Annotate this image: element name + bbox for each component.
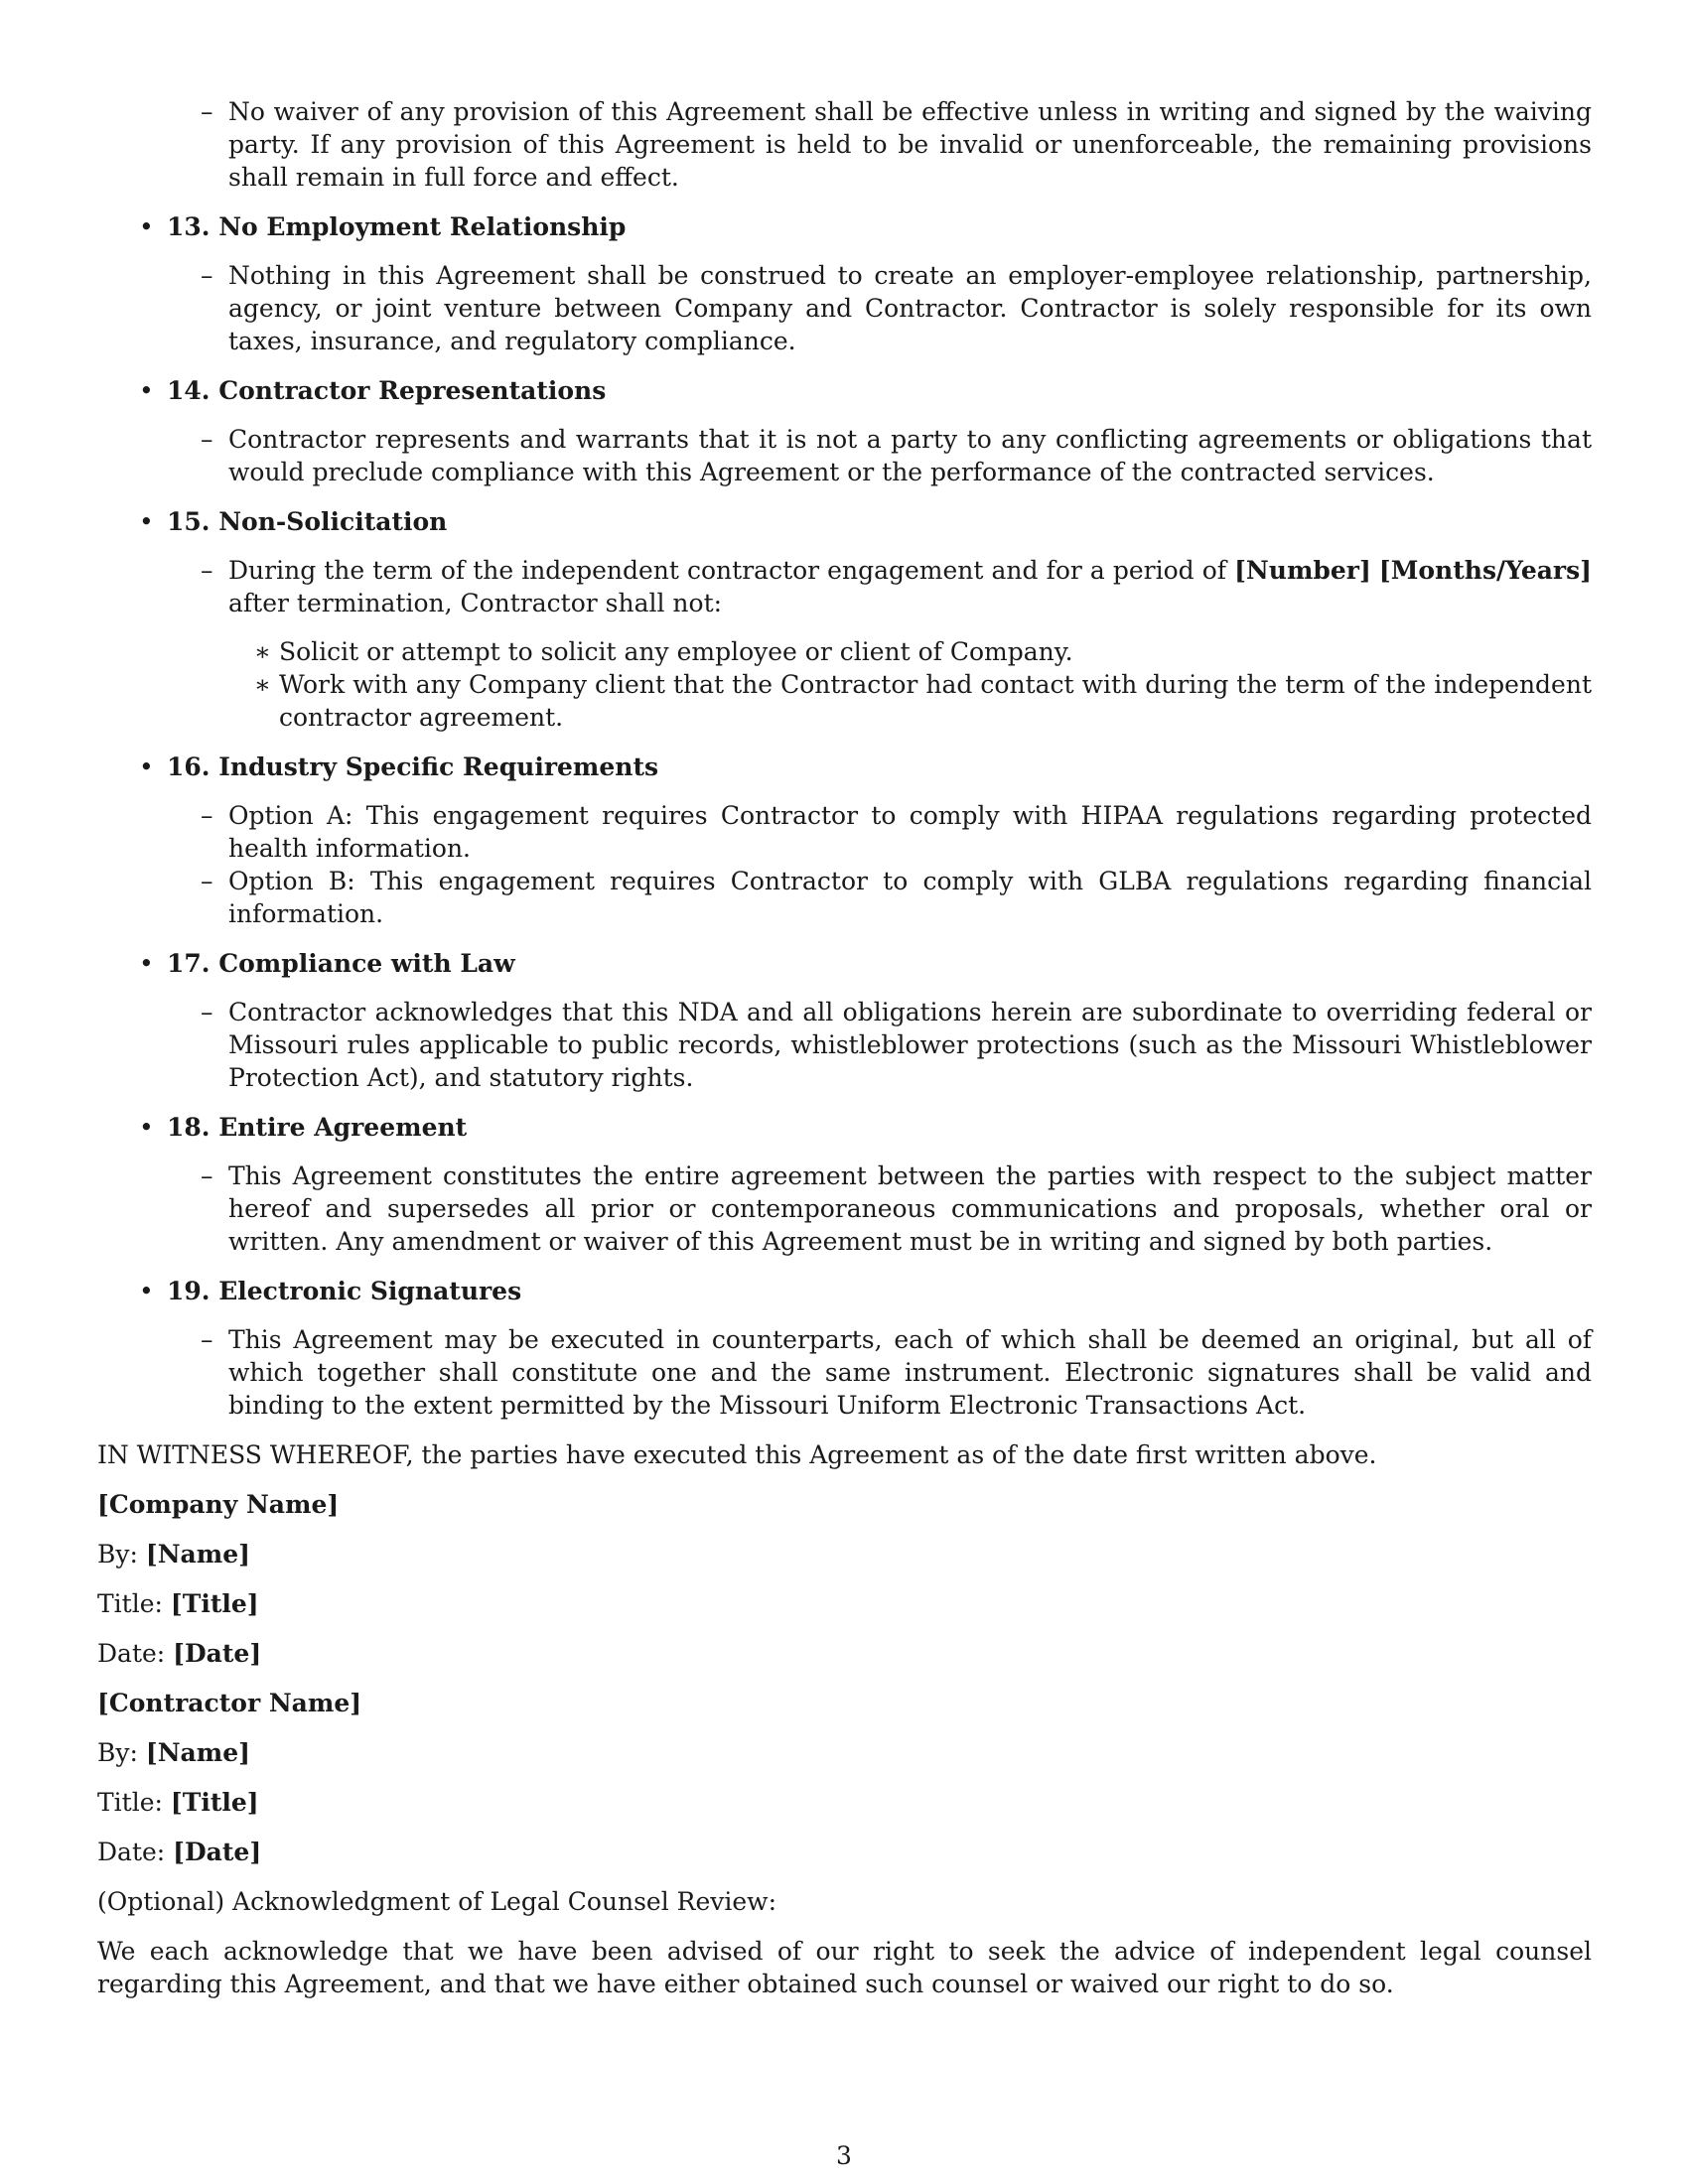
witness-statement: IN WITNESS WHEREOF, the parties have executed this Agreement as of the date first written above. xyxy=(97,1440,1377,1469)
company-name: [Company Name] xyxy=(97,1490,340,1519)
date-label: Date: xyxy=(97,1639,174,1668)
placeholder-months-years: [Months/Years] xyxy=(1378,556,1593,585)
section-14-item: – Contractor represents and warrants that it is not a party to any conflicting agreements or obligations that would preclude compliance with this Agreement or the performance of the contracted services. xyxy=(97,423,1592,488)
contractor-signer-name: [Name] xyxy=(145,1738,250,1767)
by-label: By: xyxy=(97,1540,146,1569)
section-17-item: – Contractor acknowledges that this NDA and all obligations herein are subordinate to overriding federal or Missouri rules applicable to public records, whistleblower protections (such as the Missouri Whistleblower Protection Act), and statutory rights. xyxy=(97,996,1592,1094)
section-16-option-b: – Option B: This engagement requires Contractor to comply with GLBA regulations regarding financial information. xyxy=(97,865,1592,930)
section-19-item: – This Agreement may be executed in counterparts, each of which shall be deemed an original, but all of which together shall constitute one and the same instrument. Electronic signatures shall be valid and binding to the extent permitted by the Missouri Uniform Electronic Transactions Act. xyxy=(97,1323,1592,1422)
title-label: Title: xyxy=(97,1589,171,1618)
section-15-subitem: ∗ Solicit or attempt to solicit any employee or client of Company. xyxy=(97,635,1592,668)
contractor-sign-date: [Date] xyxy=(173,1838,262,1866)
section-15-sublist xyxy=(97,635,1592,734)
section-17-heading: • 17. Compliance with Law xyxy=(97,947,1592,980)
counsel-review-text: We each acknowledge that we have been advised of our right to seek the advice of independent legal counsel regarding this Agreement, and that we have either obtained such counsel or waived our right to do so. xyxy=(97,1937,1592,1998)
contractor-title-line xyxy=(97,1786,1592,1819)
contractor-date-line xyxy=(97,1836,1592,1868)
title-label: Title: xyxy=(97,1788,171,1817)
contractor-name: [Contractor Name] xyxy=(97,1689,362,1717)
section-15-heading: • 15. Non-Solicitation xyxy=(97,505,1592,538)
company-signer-name: [Name] xyxy=(145,1540,250,1569)
company-by-line xyxy=(97,1538,1592,1570)
date-label: Date: xyxy=(97,1838,174,1866)
section-18-heading: • 18. Entire Agreement xyxy=(97,1111,1592,1144)
section-16-heading: • 16. Industry Specific Requirements xyxy=(97,751,1592,783)
section-18-item: – This Agreement constitutes the entire agreement between the parties with respect to the subject matter hereof and supersedes all prior or contemporaneous communications and proposals, whether oral or written. Any amendment or waiver of this Agreement must be in writing and signed by both parties. xyxy=(97,1160,1592,1258)
page-number: 3 xyxy=(836,2141,852,2170)
contractor-by-line xyxy=(97,1736,1592,1769)
section-15-intro xyxy=(97,554,1592,619)
section-14-heading: • 14. Contractor Representations xyxy=(97,374,1592,407)
counsel-review-heading: (Optional) Acknowledgment of Legal Counsel Review: xyxy=(97,1887,776,1916)
waiver-severability-clause: – No waiver of any provision of this Agreement shall be effective unless in writing and signed by the waiving party. If any provision of this Agreement is held to be invalid or unenforceable, the remaining provisions shall remain in full force and effect. xyxy=(97,95,1592,194)
contractor-signer-title: [Title] xyxy=(170,1788,259,1817)
company-date-line xyxy=(97,1637,1592,1670)
section-15-intro-before: During the term of the independent contractor engagement and for a period of xyxy=(228,556,1235,585)
company-sign-date: [Date] xyxy=(173,1639,262,1668)
document-page xyxy=(97,95,1592,2000)
contractor-signature-block xyxy=(97,1687,1592,1868)
section-13-heading: • 13. No Employment Relationship xyxy=(97,210,1592,243)
company-signature-block xyxy=(97,1488,1592,1670)
section-15-subitem: ∗ Work with any Company client that the Contractor had contact with during the term of the independent contractor agreement. xyxy=(97,668,1592,734)
section-15-intro-after: after termination, Contractor shall not: xyxy=(228,589,723,617)
section-16-option-a: – Option A: This engagement requires Contractor to comply with HIPAA regulations regarding protected health information. xyxy=(97,799,1592,865)
company-signer-title: [Title] xyxy=(170,1589,259,1618)
company-title-line xyxy=(97,1587,1592,1620)
section-13-item: – Nothing in this Agreement shall be construed to create an employer-employee relationship, partnership, agency, or joint venture between Company and Contractor. Contractor is solely responsible for its own taxes, insurance, and regulatory compliance. xyxy=(97,259,1592,357)
section-19-heading: • 19. Electronic Signatures xyxy=(97,1275,1592,1307)
placeholder-number: [Number] xyxy=(1234,556,1371,585)
by-label: By: xyxy=(97,1738,146,1767)
